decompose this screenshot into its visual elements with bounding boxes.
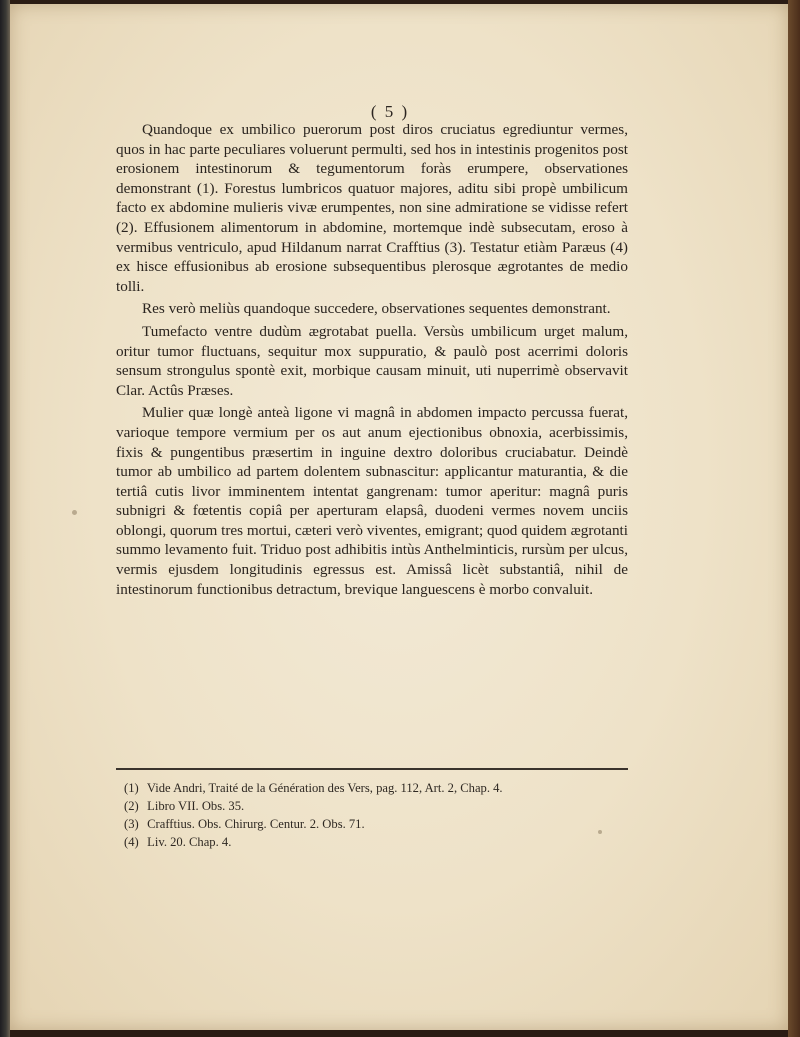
footnotes bbox=[124, 779, 624, 851]
footnote-text: Liv. 20. Chap. 4. bbox=[147, 835, 232, 849]
body-text bbox=[116, 120, 628, 602]
paper-foxing-spot bbox=[72, 510, 77, 515]
book-cover-edge bbox=[788, 0, 800, 1037]
footnote-number: (2) bbox=[124, 799, 139, 813]
paragraph: Quandoque ex umbilico puerorum post diros cruciatus egrediuntur vermes, quos in hac parte peculiares voluerunt permulti, sed hos in intestinis progenitos post erosionem intestinorum & tegumentorum foràs erumpere, observationes demonstrant (1). Forestus lumbricos quatuor majores, aditu sibi propè umbilicum facto ex abdomine mulieris vivæ erumpentes, non sine admiratione se vidisse refert (2). Effusionem alimentorum in abdomine, mortemque indè subsecutam, eroso à vermibus ventriculo, apud Hildanum narrat Crafftius (3). Testatur etiàm Paræus (4) ex hisce effusionibus ab erosione subsequentibus plerosque ægrotantes de medio tolli. bbox=[116, 121, 628, 295]
footnote-text: Crafftius. Obs. Chirurg. Centur. 2. Obs. 71. bbox=[147, 817, 365, 831]
paragraph: Mulier quæ longè anteà ligone vi magnâ in abdomen impacto percussa fuerat, varioque tempore vermium per os aut anum ejectionibus obnoxia, acerbissimis, fixis & pungentibus præsertim in inguine dextro doloribus cruciabatur. Deindè tumor ab umbilico ad partem dolentem subnascitur: applicantur maturantia, & die tertiâ cutis livor imminentem intentat gangrenam: tumor aperitur: magnâ puris subnigri & fœtentis copiâ per aperturam elapsâ, duodeni vermes novem unciis oblongi, quorum tres mortui, cæteri verò viventes, emigrant; quod quidem ægrotanti summo levamento fuit. Triduo post adhibitis intùs Anthelminticis, rursùm per ulcus, vermis ejusdem longitudinis egressus est. Amissâ licèt substantiâ, nihil de intestinorum functionibus detractum, brevique languescens è morbo convaluit. bbox=[116, 404, 628, 598]
footnote bbox=[124, 779, 624, 797]
footnote-number: (1) bbox=[124, 781, 139, 795]
footnote-divider bbox=[116, 768, 628, 770]
page-number: ( 5 ) bbox=[370, 102, 410, 121]
footnote bbox=[124, 815, 624, 833]
footnote-number: (3) bbox=[124, 817, 139, 831]
footnote-text: Libro VII. Obs. 35. bbox=[147, 799, 245, 813]
footnote bbox=[124, 833, 624, 851]
book-binding-edge bbox=[0, 0, 10, 1037]
footnote-text: Vide Andri, Traité de la Génération des Vers, pag. 112, Art. 2, Chap. 4. bbox=[146, 781, 503, 795]
paragraph: Tumefacto ventre dudùm ægrotabat puella. Versùs umbilicum urget malum, oritur tumor fluctuans, sequitur mox suppuratio, & paulò post acerrimi doloris sensum strongulus spontè exit, morbique causam minuit, uti nuperrimè observavit Clar. Actûs Præses. bbox=[116, 322, 628, 399]
footnote-number: (4) bbox=[124, 835, 139, 849]
paragraph: Res verò meliùs quandoque succedere, observationes sequentes demonstrant. bbox=[142, 300, 611, 318]
footnote bbox=[124, 797, 624, 815]
